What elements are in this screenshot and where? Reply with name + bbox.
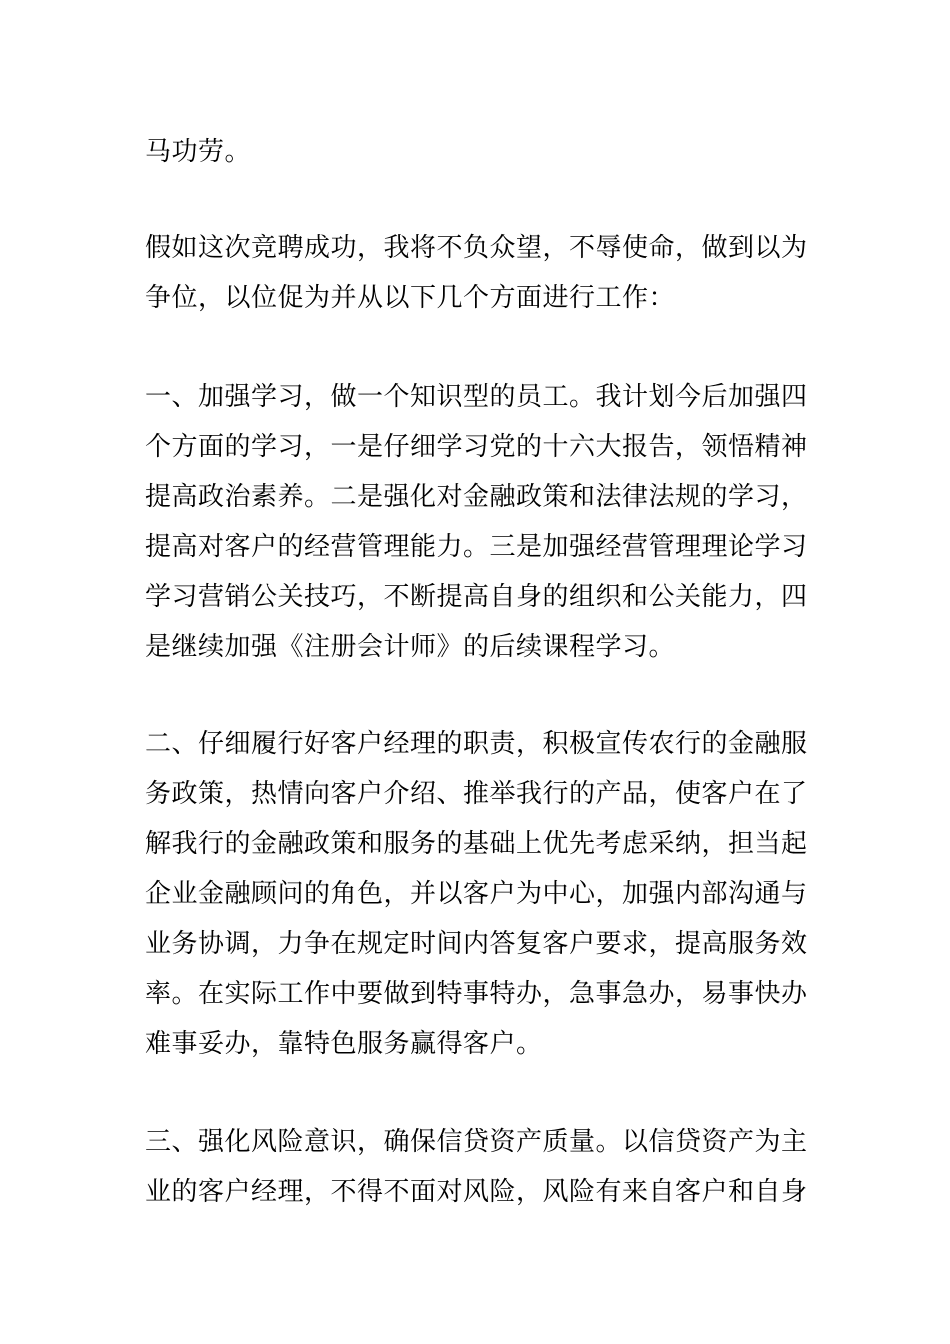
text-line: 马功劳。 xyxy=(145,137,252,167)
text-line: 一、加强学习，做一个知识型的员工。我计划今后加强四 xyxy=(145,382,808,412)
text-line: 三、强化风险意识，确保信贷资产质量。以信贷资产为主 xyxy=(145,1127,808,1157)
text-line: 学习营销公关技巧，不断提高自身的组织和公关能力，四 xyxy=(145,582,808,612)
text-line: 是继续加强《注册会计师》的后续课程学习。 xyxy=(145,632,676,662)
text-line: 企业金融顾问的角色，并以客户为中心，加强内部沟通与 xyxy=(145,879,808,909)
text-line: 难事妥办，靠特色服务赢得客户。 xyxy=(145,1029,543,1059)
text-line: 提高政治素养。二是强化对金融政策和法律法规的学习， xyxy=(145,482,808,512)
text-line: 业务协调，力争在规定时间内答复客户要求，提高服务效 xyxy=(145,929,808,959)
text-line: 假如这次竞聘成功，我将不负众望，不辱使命，做到以为 xyxy=(145,233,808,263)
text-line: 解我行的金融政策和服务的基础上优先考虑采纳，担当起 xyxy=(145,829,808,859)
text-line: 个方面的学习，一是仔细学习党的十六大报告，领悟精神 xyxy=(145,432,808,462)
text-line: 提高对客户的经营管理能力。三是加强经营管理理论学习 xyxy=(145,532,808,562)
text-line: 业的客户经理，不得不面对风险，风险有来自客户和自身 xyxy=(145,1177,808,1207)
text-line: 二、仔细履行好客户经理的职责，积极宣传农行的金融服 xyxy=(145,729,808,759)
text-line: 率。在实际工作中要做到特事特办，急事急办，易事快办 xyxy=(145,979,808,1009)
text-line: 务政策，热情向客户介绍、推举我行的产品，使客户在了 xyxy=(145,779,808,809)
text-line: 争位，以位促为并从以下几个方面进行工作： xyxy=(145,283,676,313)
